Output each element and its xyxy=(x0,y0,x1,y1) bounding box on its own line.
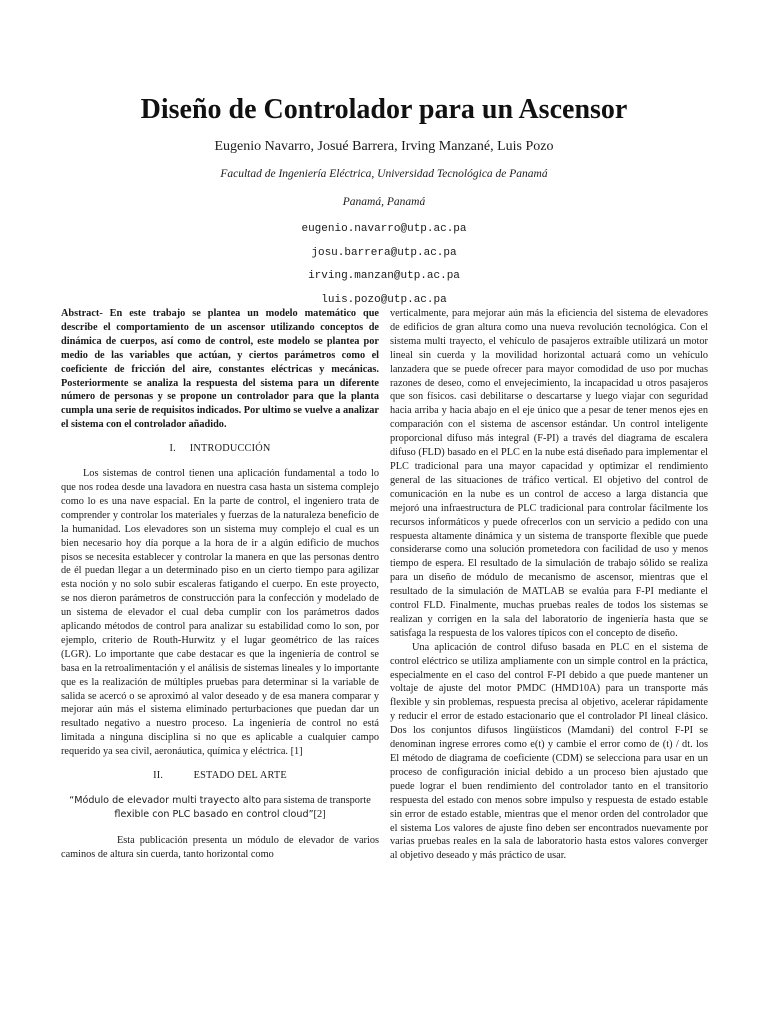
right-column xyxy=(390,307,708,863)
right-paragraph-2: Una aplicación de control difuso basada en PLC en el sistema de control eléctrico se utiliza ampliamente con un simple control en la práctica, especialmente en el caso del control F-PI debido a que puede mantener un voltaje de ajuste del motor PMDC (HMD10A) para un transporte más flexible y sin problemas, respuesta precisa al objetivo, acelerar rápidamente y reducir el error de estado estacionario que el controlador PI lineal clásico. Dos los conjuntos difusos lingüísticos (Mamdani) del control F-PI se denominan ingrese errores como e(t) y cambie el error como de (t) / dt. los El método de diagrama de coeficiente (CDM) se selecciona para usar en un proceso de configuración inicial debido a un proceso bien ajustado que puede lograr el buen rendimiento del controlador tanto en el transitorio respuesta del estado con menos sobre impulso y respuesta de estado estable sin error de estado estable, mientras que el menor orden del controlador que el sistema Los valores de ajuste fino deben ser encontrados nuevamente por varias pruebas reales en la sala de laboratorio hasta estos valores converger al objetivo deseado y más práctico de usar. xyxy=(390,641,708,862)
section-heading-introduccion: I. INTRODUCCIÓN xyxy=(169,443,271,455)
author-email[interactable]: eugenio.navarro@utp.ac.pa xyxy=(301,223,467,235)
reference-title-part: “Módulo de elevador multi trayecto alto xyxy=(69,795,261,806)
state-of-art-paragraph: Esta publicación presenta un módulo de elevador de varios caminos de altura sin cuerda, tanto horizontal como xyxy=(61,834,379,860)
right-paragraph-1: verticalmente, para mejorar aún más la eficiencia del sistema de elevadores de edificios de gran altura como una nueva revolución tecnológica. Con el sistema multi trayecto, el vehículo de pasajeros extraíble utilizará un motor lineal sin cuerda y la movilidad horizontal actuará como un vehículo lanzadera que se puede ofrecer para mayor comodidad de uso por muchas razones de deseo, como el envejecimiento, la incapacidad u otros pasajeros que son físicos. casi debilitarse o descartarse y luego viajar con seguridad hacia arriba y hacia abajo en el eje único que a pesar de tener menos ejes en comparación con el sistema de ascensor estándar. Un control inteligente proporcional difuso más integral (F-PI) a través del diagrama de escalera difuso (FLD) basado en el PLC en la nube está diseñado para implementar el PLC tradicional para una mayor capacidad y optimizar el rendimiento general de las situaciones de tráfico vertical. El objetivo del control de comunicación en la nube es un control de acceso a larga distancia que mejoró una infraestructura de PLC tradicional para controlar fácilmente los recursos informáticos y puede ofrecerlos con un servicio a pedido con una respuesta altamente dinámica y un sistema de transporte flexible que puede considerarse como una solución prometedora con facilidad de uso y menos tiempo de espera. El resultado de la simulación de trabajo sólido se realiza para un diseño de módulo de mecanismo de ascensor, mientras que el resultado de la simulación de MATLAB se evalúa para F-PI mediante el control FLD. Finalmente, muchas pruebas reales de todos los sistemas se realizan y corrigen en la sala del laboratorio de ingeniería hasta que se satisfaga la respuesta de los valores típicos con el concepto de diseño. xyxy=(390,308,708,639)
reference-citation[interactable]: [2] xyxy=(313,808,326,820)
author-email[interactable]: irving.manzan@utp.ac.pa xyxy=(308,270,460,282)
author-email[interactable]: josu.barrera@utp.ac.pa xyxy=(311,246,457,259)
reference-title-part: para sistema de transporte xyxy=(260,795,371,806)
section-heading-estado-del-arte: II. ESTADO DEL ARTE xyxy=(153,770,287,782)
affiliation: Facultad de Ingeniería Eléctrica, Universidad Tecnológica de Panamá xyxy=(220,168,548,180)
abstract: Abstract- En este trabajo se plantea un modelo matemático que describe el comportamiento de un ascensor utilizando conceptos de dinámica de cuerpos, así como de control, este modelo se plantea por medio de las variables que actúan, y ciertos parámetros como el coeficiente de fricción del aire, constantes eléctricas y mecánicas. Posteriormente se analiza la respuesta del sistema para un diferente número de personas y se propone un controlador para que la planta cumpla una serie de requisitos indicados. Por ultimo se vuelve a analizar el sistema con el controlador añadido. xyxy=(61,308,379,431)
paper-header xyxy=(0,84,768,312)
author-email[interactable]: luis.pozo@utp.ac.pa xyxy=(321,293,447,306)
left-column xyxy=(61,307,379,862)
paper-title: Diseño de Controlador para un Ascensor xyxy=(140,94,628,125)
reference-title-part: flexible con PLC basado en control cloud” xyxy=(114,808,314,820)
intro-paragraph: Los sistemas de control tienen una aplicación fundamental a todo lo que nos rodea desde una lavadora en nuestra casa hasta un sistema complejo como lo es una nave espacial. En la parte de control, el ingeniero trata de comprender y controlar los materiales y fuerzas de la naturaleza beneficio de la humanidad. Los elevadores son un sistema muy complejo el cual es un bien necesario hoy día porque a la hora de ir a algún edificio de muchos pisos se necesita establecer y controlar la manera en que las personas dentro de él puedan llegar a un determinado piso en un cierto tiempo para agilizar esta noción y no solo subir escaleras fatigando el cuerpo. En este proyecto, se nos dieron parámetros de construcción para la confección y modelado de un sistema de elevador el cual deba cumplir con los parámetros dados aplicando métodos de control para analizar su estabilidad como lo son, por ejemplo, criterio de Routh-Hurwitz y el lugar geométrico de las raíces (LGR). Lo importante que cabe destacar es que la ingeniería de control se basa en la retroalimentación y el análisis de sistemas lineales y lo importante que es la realización de múltiples pruebas para determinar si la variable de salida se acercó o se aproximó al valor deseado y de esa manera comparar y mejorar aún más el sistema eliminado perturbaciones que puedan dar un resultado negativo a nuestro proceso. La ingeniería de control no está limitada a ninguna disciplina si no que es aplicable a cualquier campo requerido ya sea civil, aeronáutica, química y eléctrica. [1] xyxy=(61,468,379,758)
reference-title xyxy=(61,794,379,822)
location: Panamá, Panamá xyxy=(342,196,426,208)
author-list: Eugenio Navarro, Josué Barrera, Irving Manzané, Luis Pozo xyxy=(214,139,554,154)
